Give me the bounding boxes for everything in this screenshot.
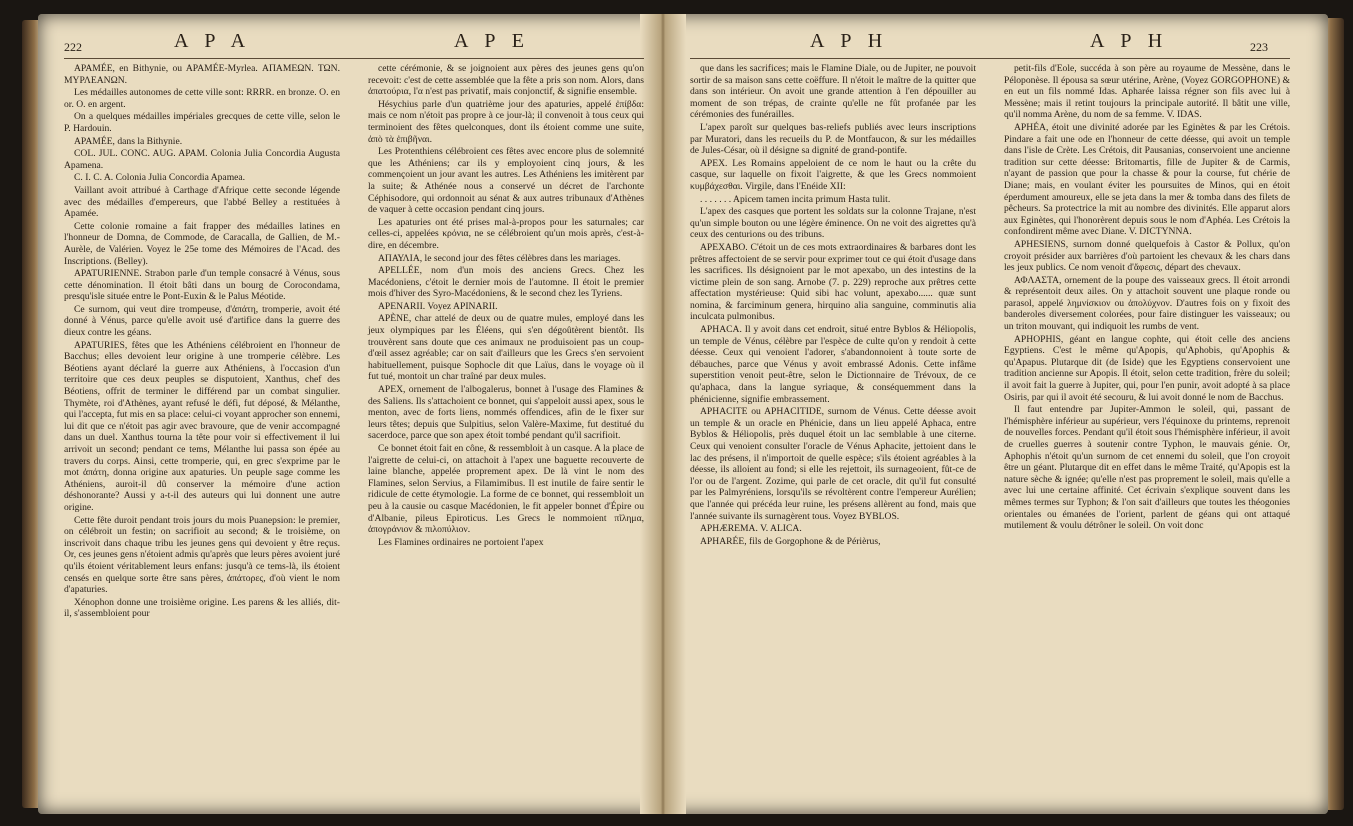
paragraph: ΑΠΑΥΛΙΑ, le second jour des fêtes célèbres dans les mariages. [378,252,621,264]
running-head-left: A P A [174,30,252,52]
paragraph: Les apaturies ont été prises mal-à-propos pour les saturnales; car celles-ci, appelées κρόνια, ne se célébroient qu'un mois après, c'est-à-dire, en décembre. [368,216,644,251]
right-page [690,30,1290,800]
page-number: 222 [64,40,82,54]
paragraph: APHACA. Il y avoit dans cet endroit, situé entre Byblos & Héliopolis, un temple de Vénus, célèbre par l'espèce de culte qu'on y rendoit à cette déesse. Ceux qui venoient l'adorer, s'abandonnoient à toute sorte de débauches, parce que Vénus y avoit embrassé Adonis. Cette infâme superstition venoit peut-être, selon le Dictionnaire de Trévoux, de ce qu'aphaca, dans la langue syriaque, & conséquemment dans la phénicienne, signifie embrassement. [690,324,976,405]
paragraph: APELLÉE, nom d'un mois des anciens Grecs. Chez les Macédoniens, c'étoit le dernier mois de l'automne. Il étoit le premier mois d'hiver des Syro-Macédoniens, & le second chez les Tyriens. [368,265,644,300]
paragraph: Xénophon donne une troisième origine. Les parens & les alliés, dit-il, s'assembloient pour [64,596,340,620]
paragraph: Cette colonie romaine a fait frapper des médailles latines en l'honneur de Domna, de Commode, de Caracalla, de Gallien, de M.-Aurèle, de Valérien. Voyez le 25e tome des Mémoires de l'Acad. des Inscriptions. (Belley). [64,220,340,267]
paragraph: APHÆREMA. V. ALICA. [700,523,802,535]
paragraph: COL. JUL. CONC. AUG. APAM. Colonia Julia Concordia Augusta Apamena. [64,148,340,171]
paragraph: APHOPHIS, géant en langue cophte, qui étoit celle des anciens Egyptiens. C'est le même qu'Apopis, qu'Aphobis, qu'Apophis & qu'Apapus. Plutarque dit (de Iside) que les Egyptiens conservoient une tradition ancienne sur Apopis. Il étoit, selon cette tradition, frère du soleil; il avoit fait la guerre à Jupiter, qui, pour l'en punir, avoit adopté à sa place Osiris, par qui il avoit été secouru, & lui avoit donné le nom de Bacchus. [1004,333,1290,403]
paragraph: L'apex des casques que portent les soldats sur la colonne Trajane, n'est qu'un simple bouton ou une légère éminence. On ne voit des aigrettes qu'à ceux des centurions ou des tribuns. [690,206,976,241]
paragraph: APATURIENNE. Strabon parle d'un temple consacré à Vénus, sous cette dénomination. Il étoit bâti dans un bourg de Corocondama, presqu'isle située entre le Pont-Euxin & le Palus Méotide. [64,268,340,303]
paragraph: cette cérémonie, & se joignoient aux pères des jeunes gens qu'on recevoit: c'est de cette assemblée que la fête a pris son nom. Alors, dans ἀπατούρια, l'α n'est pas privatif, mais conjonctif, & signifie ensemble. [368,63,644,98]
paragraph: que dans les sacrifices; mais le Flamine Diale, ou de Jupiter, ne pouvoit sortir de sa maison sans cette coëffure. Il n'étoit le maître de la quitter que dans son intérieur. On avoit une grande attention à l'en dépouiller au moment de son trépas, de crainte qu'elle ne fût profanée par les cérémonies des funérailles. [690,63,976,121]
paragraph: APÈNE, char attelé de deux ou de quatre mules, employé dans les jeux olympiques par les Éléens, qui s'en dégoûtèrent bientôt. Ils trouvèrent sans doute que ces animaux ne produisoient pas un coup-d'œil assez agréable; car on sait d'ailleurs que les Grecs s'en servoient habituellement, puisque Sophocle dit que Laïus, dans le voyage où il fut tué, montoit un char traîné par deux mules. [368,313,644,383]
paragraph: L'apex paroît sur quelques bas-reliefs publiés avec leurs inscriptions par Muratori, dans les recueils du P. de Montfaucon, & sur les médailles de Jules-César, où il désigne sa dignité de grand-pontife. [690,121,976,157]
page-number: 223 [1250,40,1268,54]
paragraph: Les Flamines ordinaires ne portoient l'apex [378,536,544,548]
paragraph: Les Protenthiens célébroient ces fêtes avec encore plus de solemnité que les Athéniens; car ils y employoient cinq jours, & les commençoient un jour avant les autres. Les Athéniens les imitèrent par la suite; & Athénée nous a conservé un décret de l'archonte Céphisodore, qui ordonnoit au sénat & aux autres tribunaux d'Athènes de vaquer à cette occasion pendant cinq jours. [368,146,644,216]
right-column-2 [1004,63,1290,548]
running-head-left: A P H [810,30,889,52]
paragraph: Hésychius parle d'un quatrième jour des apaturies, appelé ἐπίβδα: mais ce nom n'étoit pas propre à ce jour-là; il convenoit à tous ceux qui terminoient des fêtes quelconques, dont ils étoient comme une suite, ἀπὸ τὰ ἐπιβῆναι. [368,98,644,145]
header-rule [64,58,644,59]
right-column-1 [690,63,976,548]
left-column-2 [368,63,644,621]
paragraph: Ce bonnet étoit fait en cône, & ressembloit à un casque. A la place de l'aigrette de celui-ci, on attachoit à l'apex une baguette recouverte de laine blanche, appelée proprement apex. De là vint le nom des Flamines, selon Servius, a Filamimibus. Il est inutile de faire sentir le ridicule de cette étymologie. La forme de ce bonnet, qui ressembloit un peu à la causie ou casque Macédonien, le fit appeler bonnet d'Épire ou d'Albanie, pileus Epiroticus. Les Grecs le nommoient πῖλημα, ἀπογράνιον & πιλοπύλιον. [368,443,644,536]
paragraph: Ce surnom, qui veut dire trompeuse, d'ἀπάτη, tromperie, avoit été donné à Vénus, parce qu'elle avoit usé d'artifice dans la guerre des dieux contre les géans. [64,303,340,339]
paragraph: Vaillant avoit attribué à Carthage d'Afrique cette seconde légende avec des médailles d'empereurs, que l'abbé Belley a restituées à Apamée. [64,184,340,220]
paragraph: APEXABO. C'étoit un de ces mots extraordinaires & barbares dont les prêtres affectoient de se servir pour exprimer tout ce qui étoit d'usage dans les sacrifices. Ils désignoient par le mot apexabo, un des intestins de la victime plein de son sang. Arnobe (7. p. 229) reproche aux prêtres cette affectation mystérieuse: Quid sibi hac volunt, apexabo...... quæ sunt nomina, & farciminum genera, hirquino alia sanguine, comminutis alia inculcata pulmonibus. [690,241,976,323]
right-page-header [690,30,1290,58]
paragraph: . . . . . . . Apicem tamen incita primum Hasta tulit. [700,193,891,205]
paragraph: C. I. C. A. Colonia Julia Concordia Apamea. [74,172,246,184]
paragraph: APAMÉE, en Bithynie, ou APAMÉE-Myrlea. ΑΠΑΜΕΩΝ. ΤΩΝ. ΜΥΡΛΕΑΝΩΝ. [64,63,340,86]
left-page [64,30,644,800]
running-head-right: A P E [454,30,530,52]
paragraph: APHÉA, étoit une divinité adorée par les Eginètes & par les Crétois. Pindare a fait une ode en l'honneur de cette déesse, qui avoit un temple dans l'isle de Crète. Les Crétois, dit Pausanias, conservoient une ancienne tradition sur cette déesse: Britomartis, fille de Jupiter & de Carmis, n'ayant de passion que pour la chasse & pour la course, fut chérie de Diane; mais, en voulant éviter les poursuites de Minos, qui en étoit éperdument amoureux, elle se jeta dans la mer & tomba dans des filets de pêcheurs. Sa protectrice la mit au nombre des divinités. Elle apparut alors aux Eginètes, qui l'honorèrent depuis sous le nom d'Aphéa. Les Crétois la confondirent même avec Diane. V. DICTYNNA. [1004,121,1290,238]
left-page-header [64,30,644,58]
paragraph: Cette fête duroit pendant trois jours du mois Puanepsion: le premier, on célébroit un festin; on sacrifioit au second; & le troisième, on inscrivoit dans chaque tribu les jeunes gens qui devoient y être reçus. Or, ces jeunes gens n'étoient admis qu'après que leurs pères avoient juré qu'ils étoient véritablement leurs enfans: jusqu'à ce tems-là, ils étoient censés en quelque sorte être sans pères, ἀπάτορες, d'où vient le nom d'apaturies. [64,514,340,596]
paragraph: APEX. Les Romains appeloient de ce nom le haut ou la crête du casque, sur laquelle on fixoit l'aigrette, & que les Grecs nommoient κυμβάχεσθαι. Virgile, dans l'Enéide XII: [690,157,976,192]
paragraph: APENARII. Voyez APINARII. [378,300,498,312]
paragraph: petit-fils d'Eole, succéda à son père au royaume de Messène, dans le Péloponèse. Il épousa sa sœur utérine, Arène, (Voyez GORGOPHONE) & en eut un fils nommé Idas. Apharée laissa régner son fils avec lui à Messène; mais il retint toujours la principale autorité. Il bâtit une ville, qu'il nomma Arène, du nom de sa femme. V. IDAS. [1004,63,1290,121]
paragraph: APAMÉE, dans la Bithynie. [74,135,183,147]
paragraph: APHARÉE, fils de Gorgophone & de Périèrus, [700,535,881,547]
running-head-right: A P H [1090,30,1169,52]
paragraph: APHESIENS, surnom donné quelquefois à Castor & Pollux, qu'on croyoit présider aux barrières d'où partoient les chevaux & les chars dans les jeux publics. Ce nom venoit d'ἄφεσις, départ des chevaux. [1004,238,1290,274]
paragraph: APATURIES, fêtes que les Athéniens célébroient en l'honneur de Bacchus; elles devoient leur origine à une tromperie célèbre. Les Béotiens ayant déclaré la guerre aux Athéniens, à l'occasion d'un territoire que ces deux peuples se disputoient, Xanthus, chef des Béotiens, offrit de terminer le différend par un combat singulier. Thymète, roi d'Athènes, ayant refusé le défi, fut déposé, & Mélanthe, qui l'accepta, fut mis en sa place: celui-ci voyant approcher son ennemi, lui dit que ce n'étoit pas agir avec bravoure, que de venir accompagné dans un duel. Xanthus tourna la tête pour voir si effectivement il lui arrivoit un second; pendant ce tems, Mélanthe lui passa son épée au travers du corps. Ainsi, cette tromperie, qui, en grec s'exprime par le mot ἀπάτη, donna origine aux apaturies. Un peuple sage comme les Athéniens, auroit-il dû conserver la mémoire d'une action déshonorante? Aussi y a-t-il des auteurs qui lui donnent une autre origine. [64,339,340,513]
header-rule [690,58,1290,59]
paragraph: APEX, ornement de l'albogalerus, bonnet à l'usage des Flamines & des Saliens. Ils s'attachoient ce bonnet, qui s'appeloit aussi apex, sous le menton, avec de forts liens, nommés offendices, afin de le fixer sur leurs têtes; depuis que Sulpitius, selon Valère-Maxime, fut destitué du sacerdoce, parce que son apex étoit tombé pendant qu'il sacrifioit. [368,384,644,442]
paragraph: Les médailles autonomes de cette ville sont: RRRR. en bronze. O. en or. O. en argent. [64,87,340,110]
paragraph: On a quelques médailles impériales grecques de cette ville, selon le P. Hardouin. [64,111,340,134]
paragraph: APHACITE ou APHACITIDE, surnom de Vénus. Cette déesse avoit un temple & un oracle en Phénicie, dans un lieu appelé Aphaca, entre Byblos & Héliopolis, près duquel étoit un lac semblable à une citerne. Ceux qui venoient consulter l'oracle de Vénus Aphacite, jettoient dans le lac des présens, il n'importoit de quelle espèce; s'ils étoient agréables à la déesse, ils alloient au fond; si elle les rejettoit, ils surnageoient, fût-ce de l'or ou de l'argent. Zozime, qui parle de cet oracle, dit qu'il fut consulté par les Palmyréniens, lorsqu'ils se révoltèrent contre l'empereur Aurélien; que l'année qui précéda leur ruine, les présens allèrent au fond, mais que l'année suivante ils surnagèrent tous. Voyez BYBLOS. [690,406,976,522]
book-gutter [640,14,686,814]
paragraph: Il faut entendre par Jupiter-Ammon le soleil, qui, passant de l'hémisphère inférieur au supérieur, vers l'équinoxe du printems, reprenoit de nouvelles forces. Pendant qu'il étoit sous l'hémisphère inférieur, il avoit de cruelles guerres à soutenir contre Typhon, le mauvais génie. Or, Aphophis n'étoit qu'un surnom de cet ennemi du soleil, que l'on croyoit être un géant. Plutarque dit en effet dans le même Traité, qu'Apopis est la nature sèche & ignée; qu'elle n'est pas proprement le soleil, mais qu'elle a avec lui une certaine affinité. Cet écrivain s'explique souvent dans les mêmes termes sur Typhon; & l'on sait d'ailleurs que toutes les théogonies orientales ou émanées de l'orient, parlent de géans qui ont attaqué mutilement & voulu détrôner le soleil. On voit donc [1004,404,1290,532]
paragraph: ΑΦΛΑΣΤΑ, ornement de la poupe des vaisseaux grecs. Il étoit arrondi & représentoit deux ailes. On y attachoit souvent une plaque ronde ou parasol, appelé λημνίσκιον ou ἀπολύχνον. D'autres fois on y fixoit des banderoles diversement colorées, pour faire distinguer les vaisseaux; ou un triton mouvant, qui indiquoit les rumbs de vent. [1004,274,1290,333]
left-column-1 [64,63,340,621]
